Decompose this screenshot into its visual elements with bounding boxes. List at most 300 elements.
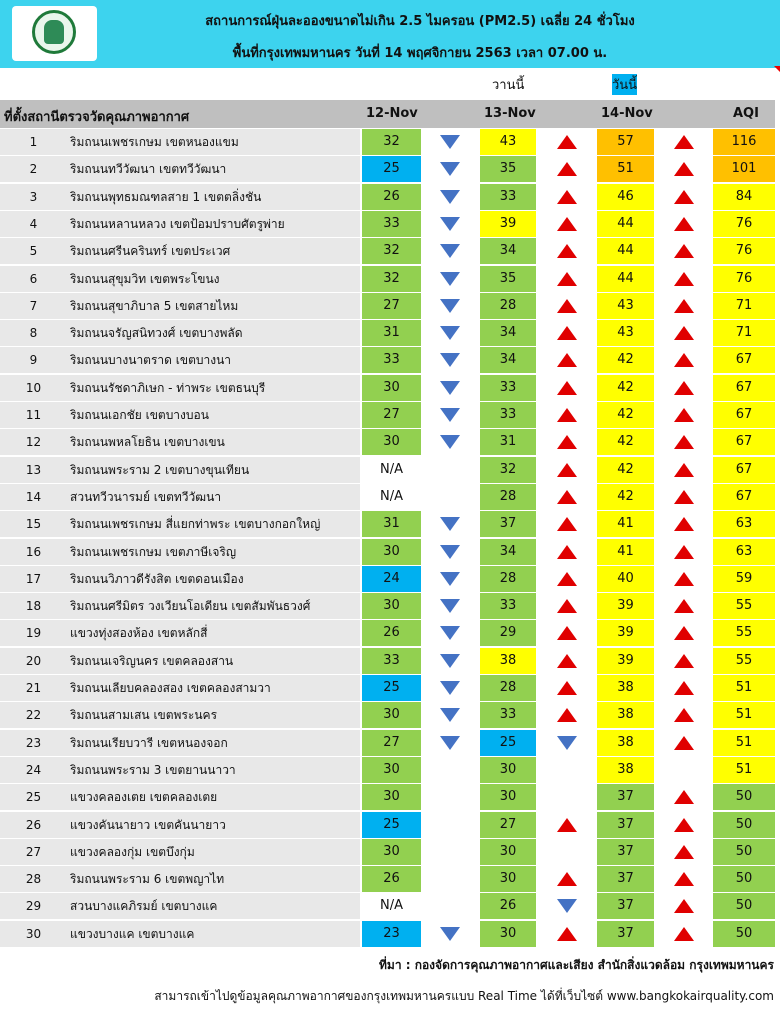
station-number: 5 <box>0 238 67 264</box>
value-13nov: 28 <box>480 675 536 701</box>
trend-up-icon <box>674 299 694 313</box>
aqi-value: 51 <box>713 675 775 701</box>
station-number: 10 <box>0 375 67 401</box>
station-number: 20 <box>0 648 67 674</box>
table-row <box>0 511 775 538</box>
col-13nov: 13-Nov <box>484 106 536 121</box>
aqi-value: 84 <box>713 184 775 210</box>
station-name: ริมถนนสุขาภิบาล 5 เขตสายไหม <box>67 293 360 319</box>
value-14nov: 37 <box>597 812 654 838</box>
value-14nov: 38 <box>597 757 654 783</box>
trend-down-icon <box>440 572 460 586</box>
value-12nov: N/A <box>362 893 421 919</box>
table-row <box>0 893 775 920</box>
value-14nov: 43 <box>597 293 654 319</box>
trend-up-icon <box>557 435 577 449</box>
table-row <box>0 730 775 757</box>
value-13nov: 28 <box>480 293 536 319</box>
trend-up-icon <box>674 818 694 832</box>
station-name: ริมถนนพระราม 2 เขตบางขุนเทียน <box>67 457 360 483</box>
value-12nov: 30 <box>362 429 421 455</box>
table-row <box>0 593 775 620</box>
table-row <box>0 293 775 320</box>
value-13nov: 34 <box>480 347 536 373</box>
trend-down-icon <box>440 654 460 668</box>
aqi-value: 76 <box>713 211 775 237</box>
station-name: ริมถนนพระราม 3 เขตยานนาวา <box>67 757 360 783</box>
aqi-value: 55 <box>713 593 775 619</box>
value-14nov: 43 <box>597 320 654 346</box>
trend-down-icon <box>440 736 460 750</box>
aqi-value: 71 <box>713 293 775 319</box>
title-line1: สถานการณ์ฝุ่นละอองขนาดไม่เกิน 2.5 ไมครอน (PM2.5) เฉลี่ย 24 ชั่วโมง <box>205 14 635 29</box>
trend-up-icon <box>557 353 577 367</box>
value-13nov: 34 <box>480 539 536 565</box>
table-row <box>0 211 775 238</box>
trend-up-icon <box>557 572 577 586</box>
value-14nov: 37 <box>597 866 654 892</box>
value-13nov: 27 <box>480 812 536 838</box>
value-14nov: 42 <box>597 402 654 428</box>
station-name: ริมถนนทวีวัฒนา เขตทวีวัฒนา <box>67 156 360 182</box>
station-number: 12 <box>0 429 67 455</box>
station-name: ริมถนนเพชรเกษม เขตหนองแขม <box>67 129 360 155</box>
value-14nov: 39 <box>597 620 654 646</box>
label-today: วันนี้ <box>612 74 637 95</box>
value-14nov: 44 <box>597 238 654 264</box>
trend-up-icon <box>557 545 577 559</box>
trend-up-icon <box>674 845 694 859</box>
source-note: ที่มา : กองจัดการคุณภาพอากาศและเสียง สำนักสิ่งแวดล้อม กรุงเทพมหานคร <box>379 958 774 972</box>
value-13nov: 37 <box>480 511 536 537</box>
trend-down-icon <box>440 381 460 395</box>
value-14nov: 44 <box>597 211 654 237</box>
value-13nov: 39 <box>480 211 536 237</box>
value-12nov: 30 <box>362 757 421 783</box>
aqi-value: 71 <box>713 320 775 346</box>
value-13nov: 30 <box>480 784 536 810</box>
station-number: 30 <box>0 921 67 947</box>
trend-down-icon <box>440 599 460 613</box>
station-number: 26 <box>0 812 67 838</box>
station-name: สวนบางแคภิรมย์ เขตบางแค <box>67 893 360 919</box>
table-row <box>0 429 775 456</box>
station-name: ริมถนนพุทธมณฑลสาย 1 เขตตลิ่งชัน <box>67 184 360 210</box>
value-12nov: 26 <box>362 620 421 646</box>
aqi-value: 67 <box>713 402 775 428</box>
trend-up-icon <box>674 272 694 286</box>
station-name: ริมถนนเลียบคลองสอง เขตคลองสามวา <box>67 675 360 701</box>
station-number: 28 <box>0 866 67 892</box>
station-name: สวนทวีวนารมย์ เขตทวีวัฒนา <box>67 484 360 510</box>
value-13nov: 33 <box>480 402 536 428</box>
value-12nov: 25 <box>362 812 421 838</box>
value-14nov: 38 <box>597 730 654 756</box>
aqi-value: 51 <box>713 730 775 756</box>
value-14nov: 42 <box>597 375 654 401</box>
trend-up-icon <box>557 190 577 204</box>
aqi-value: 67 <box>713 347 775 373</box>
aqi-value: 51 <box>713 702 775 728</box>
website-note: สามารถเข้าไปดูข้อมูลคุณภาพอากาศของกรุงเทพมหานครแบบ Real Time ได้ที่เว็บไซต์ www.bangkokairquality.com <box>154 989 774 1003</box>
aqi-value: 59 <box>713 566 775 592</box>
trend-up-icon <box>674 162 694 176</box>
trend-up-icon <box>557 490 577 504</box>
trend-down-icon <box>440 626 460 640</box>
value-13nov: 33 <box>480 375 536 401</box>
value-13nov: 30 <box>480 866 536 892</box>
station-number: 24 <box>0 757 67 783</box>
value-14nov: 41 <box>597 539 654 565</box>
station-number: 16 <box>0 539 67 565</box>
value-13nov: 35 <box>480 266 536 292</box>
trend-up-icon <box>557 272 577 286</box>
station-name: ริมถนนสามเสน เขตพระนคร <box>67 702 360 728</box>
station-number: 3 <box>0 184 67 210</box>
value-12nov: 27 <box>362 402 421 428</box>
value-14nov: 44 <box>597 266 654 292</box>
trend-up-icon <box>557 818 577 832</box>
value-13nov: 28 <box>480 566 536 592</box>
value-12nov: 32 <box>362 129 421 155</box>
aqi-value: 116 <box>713 129 775 155</box>
value-12nov: 25 <box>362 156 421 182</box>
value-13nov: 30 <box>480 839 536 865</box>
value-12nov: 26 <box>362 866 421 892</box>
aqi-value: 55 <box>713 620 775 646</box>
value-12nov: 31 <box>362 511 421 537</box>
station-name: ริมถนนเอกชัย เขตบางบอน <box>67 402 360 428</box>
trend-down-icon <box>440 545 460 559</box>
value-13nov: 33 <box>480 702 536 728</box>
trend-down-icon <box>440 299 460 313</box>
station-number: 15 <box>0 511 67 537</box>
value-13nov: 28 <box>480 484 536 510</box>
station-name: แขวงคลองเตย เขตคลองเตย <box>67 784 360 810</box>
station-number: 21 <box>0 675 67 701</box>
trend-up-icon <box>674 681 694 695</box>
station-name: ริมถนนศรีมิตร วงเวียนโอเดียน เขตสัมพันธวงศ์ <box>67 593 360 619</box>
trend-up-icon <box>674 599 694 613</box>
station-number: 29 <box>0 893 67 919</box>
station-name: ริมถนนเพชรเกษม เขตภาษีเจริญ <box>67 539 360 565</box>
table-row <box>0 266 775 293</box>
trend-down-icon <box>557 899 577 913</box>
station-number: 9 <box>0 347 67 373</box>
station-number: 6 <box>0 266 67 292</box>
trend-down-icon <box>440 190 460 204</box>
trend-up-icon <box>557 381 577 395</box>
value-12nov: 30 <box>362 702 421 728</box>
title-line2: พื้นที่กรุงเทพมหานคร วันที่ 14 พฤศจิกายน 2563 เวลา 07.00 น. <box>232 46 608 61</box>
aqi-value: 50 <box>713 784 775 810</box>
value-13nov: 34 <box>480 238 536 264</box>
table-row <box>0 675 775 702</box>
value-14nov: 37 <box>597 839 654 865</box>
header-banner <box>0 0 780 68</box>
table-row <box>0 784 775 811</box>
trend-down-icon <box>440 353 460 367</box>
station-number: 13 <box>0 457 67 483</box>
trend-up-icon <box>674 326 694 340</box>
trend-up-icon <box>674 736 694 750</box>
aqi-value: 67 <box>713 484 775 510</box>
station-number: 11 <box>0 402 67 428</box>
col-12nov: 12-Nov <box>366 106 418 121</box>
value-13nov: 32 <box>480 457 536 483</box>
value-12nov: 27 <box>362 730 421 756</box>
value-13nov: 33 <box>480 593 536 619</box>
value-14nov: 42 <box>597 457 654 483</box>
station-number: 18 <box>0 593 67 619</box>
station-name: แขวงคลองกุ่ม เขตบึงกุ่ม <box>67 839 360 865</box>
table-row <box>0 620 775 647</box>
value-14nov: 37 <box>597 784 654 810</box>
aqi-value: 50 <box>713 812 775 838</box>
station-number: 2 <box>0 156 67 182</box>
trend-up-icon <box>674 381 694 395</box>
value-14nov: 38 <box>597 675 654 701</box>
trend-up-icon <box>674 708 694 722</box>
station-number: 17 <box>0 566 67 592</box>
trend-up-icon <box>557 463 577 477</box>
value-12nov: 31 <box>362 320 421 346</box>
station-name: ริมถนนหลานหลวง เขตป้อมปราบศัตรูพ่าย <box>67 211 360 237</box>
value-12nov: 32 <box>362 266 421 292</box>
station-name: ริมถนนเรียบวารี เขตหนองจอก <box>67 730 360 756</box>
value-13nov: 31 <box>480 429 536 455</box>
station-name: แขวงบางแค เขตบางแค <box>67 921 360 947</box>
table-row <box>0 457 775 484</box>
trend-up-icon <box>557 872 577 886</box>
trend-up-icon <box>674 353 694 367</box>
trend-up-icon <box>557 244 577 258</box>
trend-up-icon <box>674 927 694 941</box>
trend-down-icon <box>440 162 460 176</box>
value-13nov: 29 <box>480 620 536 646</box>
trend-up-icon <box>674 244 694 258</box>
station-number: 4 <box>0 211 67 237</box>
value-14nov: 41 <box>597 511 654 537</box>
station-name: ริมถนนศรีนครินทร์ เขตประเวศ <box>67 238 360 264</box>
station-name: ริมถนนวิภาวดีรังสิต เขตดอนเมือง <box>67 566 360 592</box>
station-name: ริมถนนพหลโยธิน เขตบางเขน <box>67 429 360 455</box>
station-name: ริมถนนพระราม 6 เขตพญาไท <box>67 866 360 892</box>
aqi-value: 76 <box>713 238 775 264</box>
trend-down-icon <box>440 408 460 422</box>
value-13nov: 38 <box>480 648 536 674</box>
trend-up-icon <box>674 435 694 449</box>
value-14nov: 51 <box>597 156 654 182</box>
trend-up-icon <box>674 408 694 422</box>
table-row <box>0 129 775 156</box>
station-name: ริมถนนรัชดาภิเษก - ท่าพระ เขตธนบุรี <box>67 375 360 401</box>
station-name: แขวงทุ่งสองห้อง เขตหลักสี่ <box>67 620 360 646</box>
column-header-row <box>0 100 775 128</box>
value-12nov: 33 <box>362 211 421 237</box>
station-number: 22 <box>0 702 67 728</box>
trend-up-icon <box>674 626 694 640</box>
value-13nov: 25 <box>480 730 536 756</box>
trend-up-icon <box>674 790 694 804</box>
col-14nov: 14-Nov <box>601 106 653 121</box>
station-name: แขวงคันนายาว เขตคันนายาว <box>67 812 360 838</box>
aqi-value: 76 <box>713 266 775 292</box>
trend-up-icon <box>674 654 694 668</box>
value-14nov: 37 <box>597 921 654 947</box>
col-station: ที่ตั้งสถานีตรวจวัดคุณภาพอากาศ <box>4 110 190 125</box>
trend-up-icon <box>557 927 577 941</box>
trend-up-icon <box>674 463 694 477</box>
table-row <box>0 156 775 183</box>
value-13nov: 34 <box>480 320 536 346</box>
station-number: 1 <box>0 129 67 155</box>
trend-up-icon <box>674 872 694 886</box>
table-row <box>0 921 775 948</box>
aqi-value: 50 <box>713 921 775 947</box>
trend-up-icon <box>674 517 694 531</box>
value-13nov: 30 <box>480 921 536 947</box>
station-name: ริมถนนบางนาตราด เขตบางนา <box>67 347 360 373</box>
value-12nov: 30 <box>362 839 421 865</box>
value-14nov: 42 <box>597 429 654 455</box>
station-number: 8 <box>0 320 67 346</box>
bma-logo <box>12 6 97 61</box>
value-14nov: 42 <box>597 484 654 510</box>
trend-down-icon <box>440 708 460 722</box>
value-14nov: 37 <box>597 893 654 919</box>
trend-up-icon <box>674 190 694 204</box>
trend-up-icon <box>557 162 577 176</box>
station-number: 19 <box>0 620 67 646</box>
table-row <box>0 320 775 347</box>
value-13nov: 26 <box>480 893 536 919</box>
table-row <box>0 347 775 374</box>
value-12nov: 30 <box>362 593 421 619</box>
value-12nov: 32 <box>362 238 421 264</box>
table-row <box>0 702 775 729</box>
label-yesterday: วานนี้ <box>492 78 525 93</box>
value-14nov: 46 <box>597 184 654 210</box>
value-14nov: 57 <box>597 129 654 155</box>
value-12nov: 33 <box>362 648 421 674</box>
station-name: ริมถนนเจริญนคร เขตคลองสาน <box>67 648 360 674</box>
aqi-value: 63 <box>713 511 775 537</box>
table-row <box>0 238 775 265</box>
trend-down-icon <box>440 927 460 941</box>
station-number: 7 <box>0 293 67 319</box>
value-12nov: 33 <box>362 347 421 373</box>
station-number: 23 <box>0 730 67 756</box>
aqi-value: 50 <box>713 893 775 919</box>
col-aqi: AQI <box>733 106 759 121</box>
aqi-value: 50 <box>713 866 775 892</box>
value-14nov: 40 <box>597 566 654 592</box>
value-12nov: 30 <box>362 375 421 401</box>
day-labels <box>0 70 780 98</box>
value-12nov: N/A <box>362 457 421 483</box>
trend-up-icon <box>674 545 694 559</box>
table-row <box>0 184 775 211</box>
value-13nov: 30 <box>480 757 536 783</box>
station-name: ริมถนนจรัญสนิทวงศ์ เขตบางพลัด <box>67 320 360 346</box>
table-row <box>0 402 775 429</box>
table-row <box>0 566 775 593</box>
aqi-value: 67 <box>713 375 775 401</box>
table-row <box>0 375 775 402</box>
trend-up-icon <box>557 517 577 531</box>
trend-up-icon <box>557 217 577 231</box>
trend-up-icon <box>674 572 694 586</box>
trend-down-icon <box>440 135 460 149</box>
trend-up-icon <box>557 299 577 313</box>
trend-up-icon <box>674 490 694 504</box>
table-row <box>0 866 775 893</box>
station-name: ริมถนนเพชรเกษม สี่แยกท่าพระ เขตบางกอกใหญ่ <box>67 511 360 537</box>
trend-down-icon <box>440 681 460 695</box>
trend-up-icon <box>557 135 577 149</box>
table-row <box>0 539 775 566</box>
table-row <box>0 648 775 675</box>
aqi-value: 50 <box>713 839 775 865</box>
value-12nov: N/A <box>362 484 421 510</box>
trend-down-icon <box>440 326 460 340</box>
trend-up-icon <box>557 708 577 722</box>
value-14nov: 39 <box>597 593 654 619</box>
value-13nov: 43 <box>480 129 536 155</box>
value-12nov: 30 <box>362 539 421 565</box>
value-14nov: 38 <box>597 702 654 728</box>
value-12nov: 30 <box>362 784 421 810</box>
station-number: 25 <box>0 784 67 810</box>
value-14nov: 39 <box>597 648 654 674</box>
trend-up-icon <box>557 681 577 695</box>
value-12nov: 23 <box>362 921 421 947</box>
value-12nov: 25 <box>362 675 421 701</box>
value-13nov: 33 <box>480 184 536 210</box>
logo-emblem-icon <box>44 20 64 44</box>
table-row <box>0 484 775 511</box>
trend-up-icon <box>557 626 577 640</box>
table-row <box>0 757 775 784</box>
aqi-value: 67 <box>713 429 775 455</box>
trend-up-icon <box>557 408 577 422</box>
aqi-value: 55 <box>713 648 775 674</box>
trend-up-icon <box>557 326 577 340</box>
station-number: 27 <box>0 839 67 865</box>
aqi-value: 51 <box>713 757 775 783</box>
table-row <box>0 839 775 866</box>
trend-up-icon <box>557 654 577 668</box>
trend-down-icon <box>557 736 577 750</box>
aqi-value: 63 <box>713 539 775 565</box>
trend-up-icon <box>674 135 694 149</box>
trend-down-icon <box>440 435 460 449</box>
trend-up-icon <box>674 217 694 231</box>
trend-down-icon <box>440 272 460 286</box>
trend-up-icon <box>557 599 577 613</box>
aqi-value: 67 <box>713 457 775 483</box>
station-name: ริมถนนสุขุมวิท เขตพระโขนง <box>67 266 360 292</box>
value-13nov: 35 <box>480 156 536 182</box>
aqi-value: 101 <box>713 156 775 182</box>
table-row <box>0 812 775 839</box>
trend-down-icon <box>440 517 460 531</box>
value-14nov: 42 <box>597 347 654 373</box>
value-12nov: 24 <box>362 566 421 592</box>
station-number: 14 <box>0 484 67 510</box>
trend-down-icon <box>440 244 460 258</box>
